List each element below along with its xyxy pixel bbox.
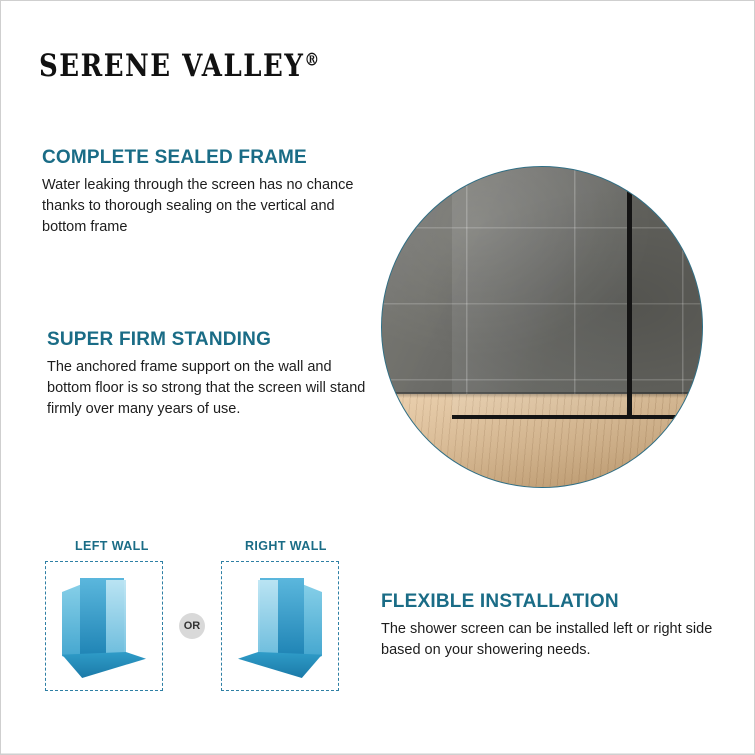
bottom-frame [452,415,702,419]
booth-glass-panel [258,580,278,664]
feature-complete-sealed-frame [42,147,382,238]
right-wall-option-box [221,561,339,691]
feature-body-firm-standing: The anchored frame support on the wall and bottom floor is so strong that the screen will stand firmly over many years of use. [47,359,366,418]
booth-floor [238,652,322,678]
booth-side-wall [302,584,322,664]
left-wall-label: LEFT WALL [75,539,149,553]
vertical-frame [627,167,632,419]
left-wall-option-box [45,561,163,691]
registered-trademark-icon: ® [304,49,320,71]
glass-panel [452,167,630,417]
shower-booth-left-icon [62,578,146,678]
feature-heading-sealed-frame: COMPLETE SEALED FRAME [42,147,307,168]
feature-heading-firm-standing: SUPER FIRM STANDING [47,329,272,350]
feature-body-sealed-frame: Water leaking through the screen has no chance thanks to thorough sealing on the vertical and bottom frame [42,177,354,236]
brand-name: SERENE VALLEY [39,49,305,85]
page-bottom-divider [1,753,754,754]
shower-booth-right-icon [238,578,322,678]
or-badge: OR [179,613,205,639]
booth-glass-panel [106,580,126,664]
booth-floor [62,652,146,678]
booth-side-wall [62,584,82,664]
feature-body-flexible-installation: The shower screen can be installed left or right side based on your showering needs. [381,621,713,659]
product-photo-circle [381,166,703,488]
feature-super-firm-standing [47,329,377,420]
feature-heading-flexible-installation: FLEXIBLE INSTALLATION [381,591,619,612]
brand-logo [39,49,319,84]
installation-diagram [45,531,365,701]
feature-flexible-installation [381,591,726,661]
right-wall-label: RIGHT WALL [245,539,327,553]
